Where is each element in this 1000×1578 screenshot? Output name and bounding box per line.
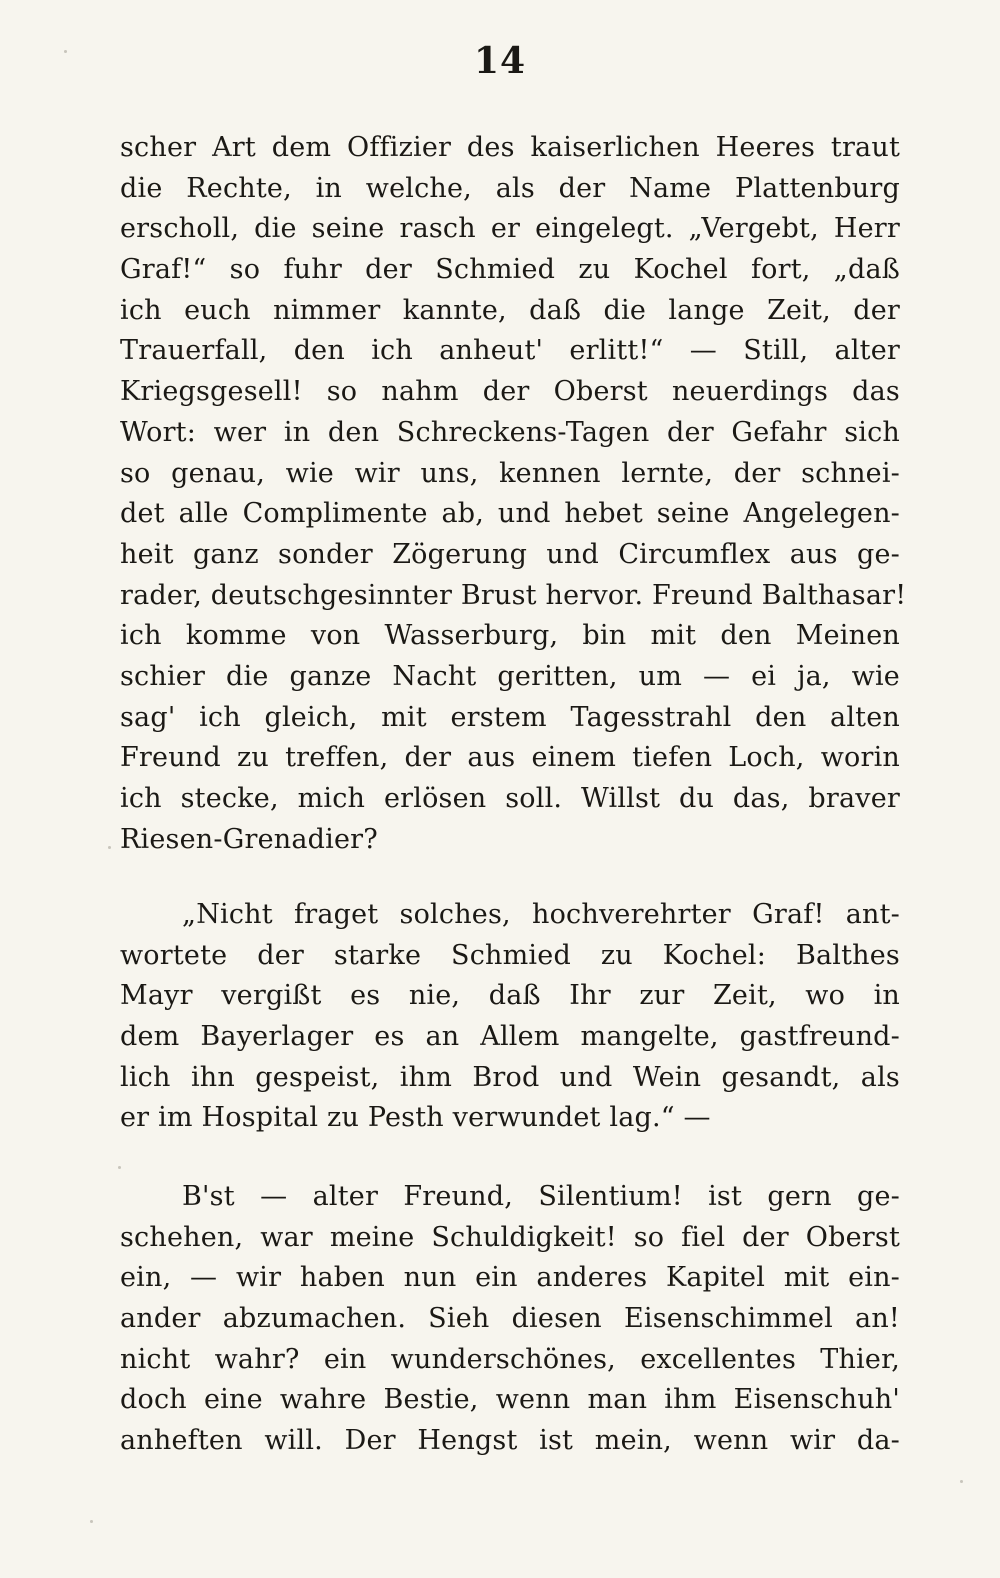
text-line: Kriegsgesell! so nahm der Oberst neuerdings das [120,376,900,408]
text-line: B'st — alter Freund, Silentium! ist gern ge- [182,1181,900,1212]
text-line: Mayr vergißt es nie, daß Ihr zur Zeit, wo in [120,980,900,1012]
text-line: anheften will. Der Hengst ist mein, wenn wir da- [120,1425,900,1457]
text-line: ander abzumachen. Sieh diesen Eisenschimmel an! [120,1303,900,1335]
text-line: ich komme von Wasserburg, bin mit den Meinen [120,620,900,652]
text-line: sag' ich gleich, mit erstem Tagesstrahl den alten [120,701,900,733]
text-line: Graf!“ so fuhr der Schmied zu Kochel fort, „daß [120,254,900,286]
text-line: det alle Complimente ab, und hebet seine Angelegen- [120,498,900,530]
text-line: rader, deutschgesinnter Brust hervor. Freund Balthasar! [120,579,907,611]
text-line: wortete der starke Schmied zu Kochel: Balthes [120,939,900,971]
text-line: dem Bayerlager es an Allem mangelte, gastfreund- [120,1021,900,1053]
paper-speck [64,50,67,53]
paragraph-3 [120,1177,900,1462]
text-line: Riesen-Grenadier? [120,823,378,855]
text-line: schehen, war meine Schuldigkeit! so fiel der Oberst [120,1221,900,1253]
text-line: er im Hospital zu Pesth verwundet lag.“ — [120,1102,711,1134]
paragraph-1 [120,128,907,860]
text-line: so genau, wie wir uns, kennen lernte, der schnei- [120,457,900,489]
page-number: 14 [473,40,527,82]
text-line: „Nicht fraget solches, hochverehrter Graf! ant- [182,899,900,930]
text-line: lich ihn gespeist, ihm Brod und Wein gesandt, als [120,1061,900,1093]
text-line: Wort: wer in den Schreckens-Tagen der Gefahr sich [120,416,900,448]
text-line: heit ganz sonder Zögerung und Circumflex aus ge- [120,538,900,570]
paper-speck [108,846,111,849]
text-line: ein, — wir haben nun ein anderes Kapitel mit ein- [120,1262,900,1294]
text-line: schier die ganze Nacht geritten, um — ei ja, wie [120,660,900,692]
paper-speck [960,1480,963,1483]
paragraph-2 [120,895,900,1139]
text-line: Trauerfall, den ich anheut' erlitt!“ — Still, alter [120,335,900,367]
text-line: Freund zu treffen, der aus einem tiefen Loch, worin [120,742,900,774]
text-line: nicht wahr? ein wunderschönes, excellentes Thier, [120,1343,900,1375]
text-line: scher Art dem Offizier des kaiserlichen Heeres traut [120,132,900,163]
text-line: ich stecke, mich erlösen soll. Willst du das, braver [120,783,900,814]
text-line: die Rechte, in welche, als der Name Plattenburg [120,172,900,204]
text-line: ich euch nimmer kannte, daß die lange Zeit, der [120,294,900,326]
paper-speck [90,1520,93,1523]
text-line: doch eine wahre Bestie, wenn man ihm Eisenschuh' [120,1384,900,1416]
text-line: erscholl, die seine rasch er eingelegt. „Vergebt, Herr [120,213,900,245]
paper-speck [118,1166,121,1169]
